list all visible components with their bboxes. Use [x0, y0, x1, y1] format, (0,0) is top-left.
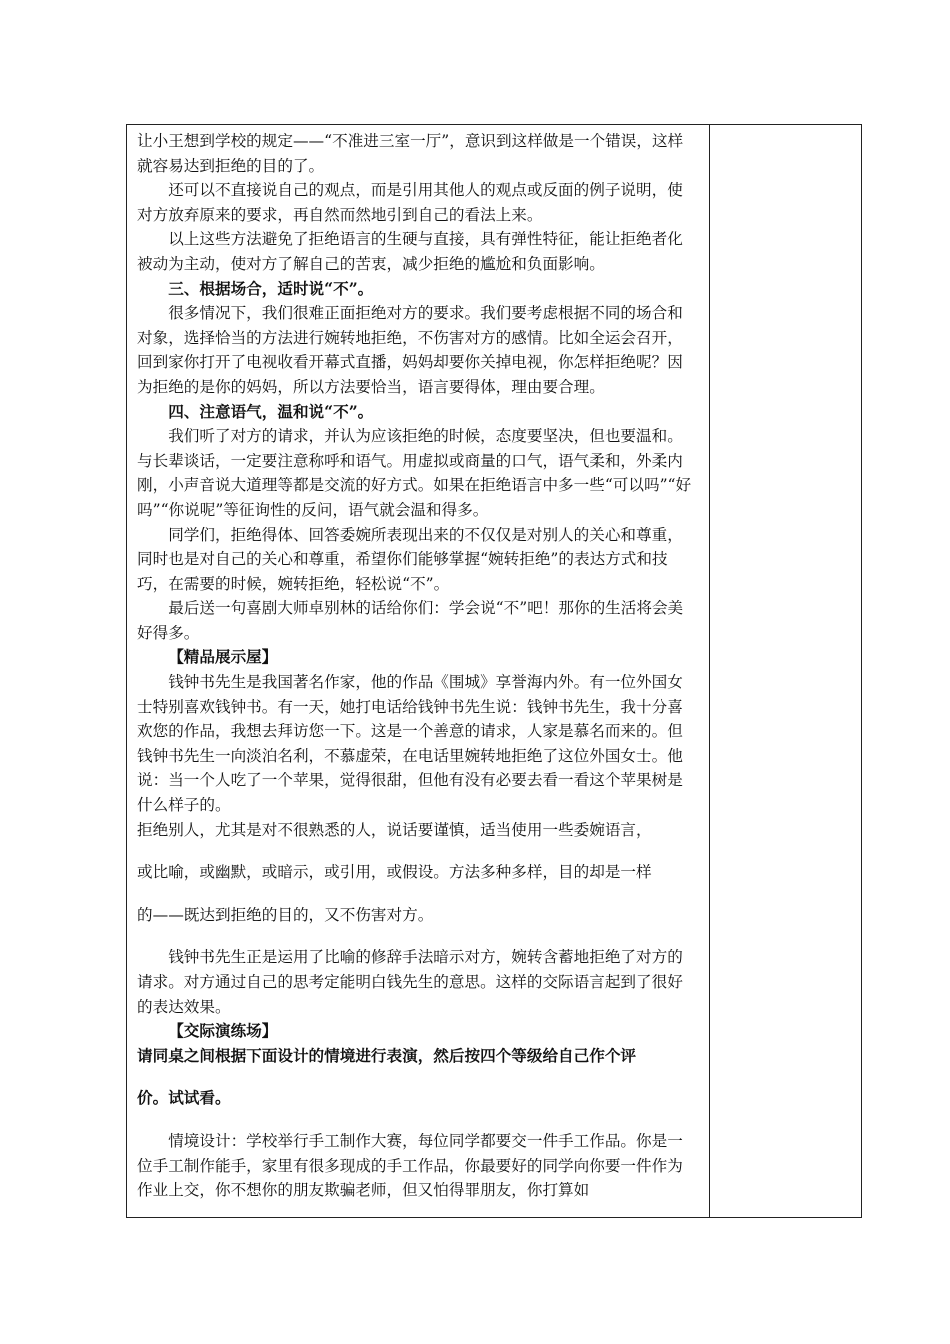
paragraph-chaplin-quote: 最后送一句喜剧大师卓别林的话给你们：学会说“不”吧！那你的生活将会美好得多。	[137, 599, 684, 642]
paragraph-qian-zhongshu-story: 钱钟书先生是我国著名作家，他的作品《围城》享誉海内外。有一位外国女士特别喜欢钱钟书。有一天，她打电话给钱钟书先生说：钱钟书先生，我十分喜欢您的作品，我想去拜访您一下。这是一个善意的请求，人家是慕名而来的。但钱钟书先生一向淡泊名利，不慕虚荣，在电话里婉转地拒绝了这位外国女士。他说：当一个人吃了一个苹果，觉得很甜，但他有没有必要去看一看这个苹果树是什么样子的。	[137, 673, 683, 815]
content-cell	[137, 129, 697, 1203]
heading-section-4: 四、注意语气，温和说“不”。	[168, 401, 374, 421]
heading-showcase: 【精品展示屋】	[168, 647, 278, 667]
paragraph-refusal-line-1: 拒绝别人，尤其是对不很熟悉的人，说话要谨慎，适当使用一些委婉语言，	[137, 820, 652, 839]
paragraph-tone: 我们听了对方的请求，并认为应该拒绝的时候，态度要坚决，但也要温和。与长辈谈话，一定要注意称呼和语气。用虚拟或商量的口气，语气柔和，外柔内刚，小声音说大道理等都是交流的好方式。如果在拒绝语言中多一些“可以吗”“好吗”“你说呢”等征询性的反问，语气就会温和得多。	[137, 427, 692, 519]
instruction-line-2: 价。试试看。	[137, 1088, 231, 1108]
instruction-line-1: 请同桌之间根据下面设计的情境进行表演，然后按四个等级给自己作个评	[137, 1045, 637, 1065]
paragraph-refusal-line-3: 的——既达到拒绝的目的，又不伤害对方。	[137, 905, 434, 924]
notes-cell	[710, 125, 861, 1217]
paragraph-refusal-line-2: 或比喻，或幽默，或暗示，或引用，或假设。方法多种多样，目的却是一样	[137, 863, 652, 882]
heading-practice: 【交际演练场】	[168, 1021, 278, 1041]
lesson-table	[126, 124, 862, 1218]
paragraph-quote-method: 还可以不直接说自己的观点，而是引用其他人的观点或反面的例子说明，使对方放弃原来的要求，再自然而然地引到自己的看法上来。	[137, 181, 683, 224]
paragraph-occasion: 很多情况下，我们很难正面拒绝对方的要求。我们要考虑根据不同的场合和对象，选择恰当的方法进行婉转地拒绝，不伤害对方的感情。比如全运会召开，回到家你打开了电视收看开幕式直播，妈妈却要你关掉电视，你怎样拒绝呢？因为拒绝的是你的妈妈，所以方法要恰当，语言要得体，理由要合理。	[137, 304, 683, 396]
paragraph-method-summary: 以上这些方法避免了拒绝语言的生硬与直接，具有弹性特征，能让拒绝者化被动为主动，使对方了解自己的苦衷，减少拒绝的尴尬和负面影响。	[137, 230, 683, 273]
paragraph-analysis: 钱钟书先生正是运用了比喻的修辞手法暗示对方，婉转含蓄地拒绝了对方的请求。对方通过自己的思考定能明白钱先生的意思。这样的交际语言起到了很好的表达效果。	[137, 948, 683, 1016]
paragraph-rule-example: 让小王想到学校的规定——“不准进三室一厅”，意识到这样做是一个错误，这样就容易达到拒绝的目的了。	[137, 132, 684, 175]
paragraph-conclusion: 同学们，拒绝得体、回答委婉所表现出来的不仅仅是对别人的关心和尊重，同时也是对自己的关心和尊重，希望你们能够掌握“婉转拒绝”的表达方式和技巧，在需要的时候，婉转拒绝，轻松说“不”。	[137, 525, 683, 593]
heading-section-3: 三、根据场合，适时说“不”。	[168, 278, 374, 298]
paragraph-scenario: 情境设计：学校举行手工制作大赛，每位同学都要交一件手工作品。你是一位手工制作能手，家里有很多现成的手工作品，你最要好的同学向你要一件作为作业上交，你不想你的朋友欺骗老师，但又怕得罪朋友，你打算如	[137, 1131, 683, 1200]
